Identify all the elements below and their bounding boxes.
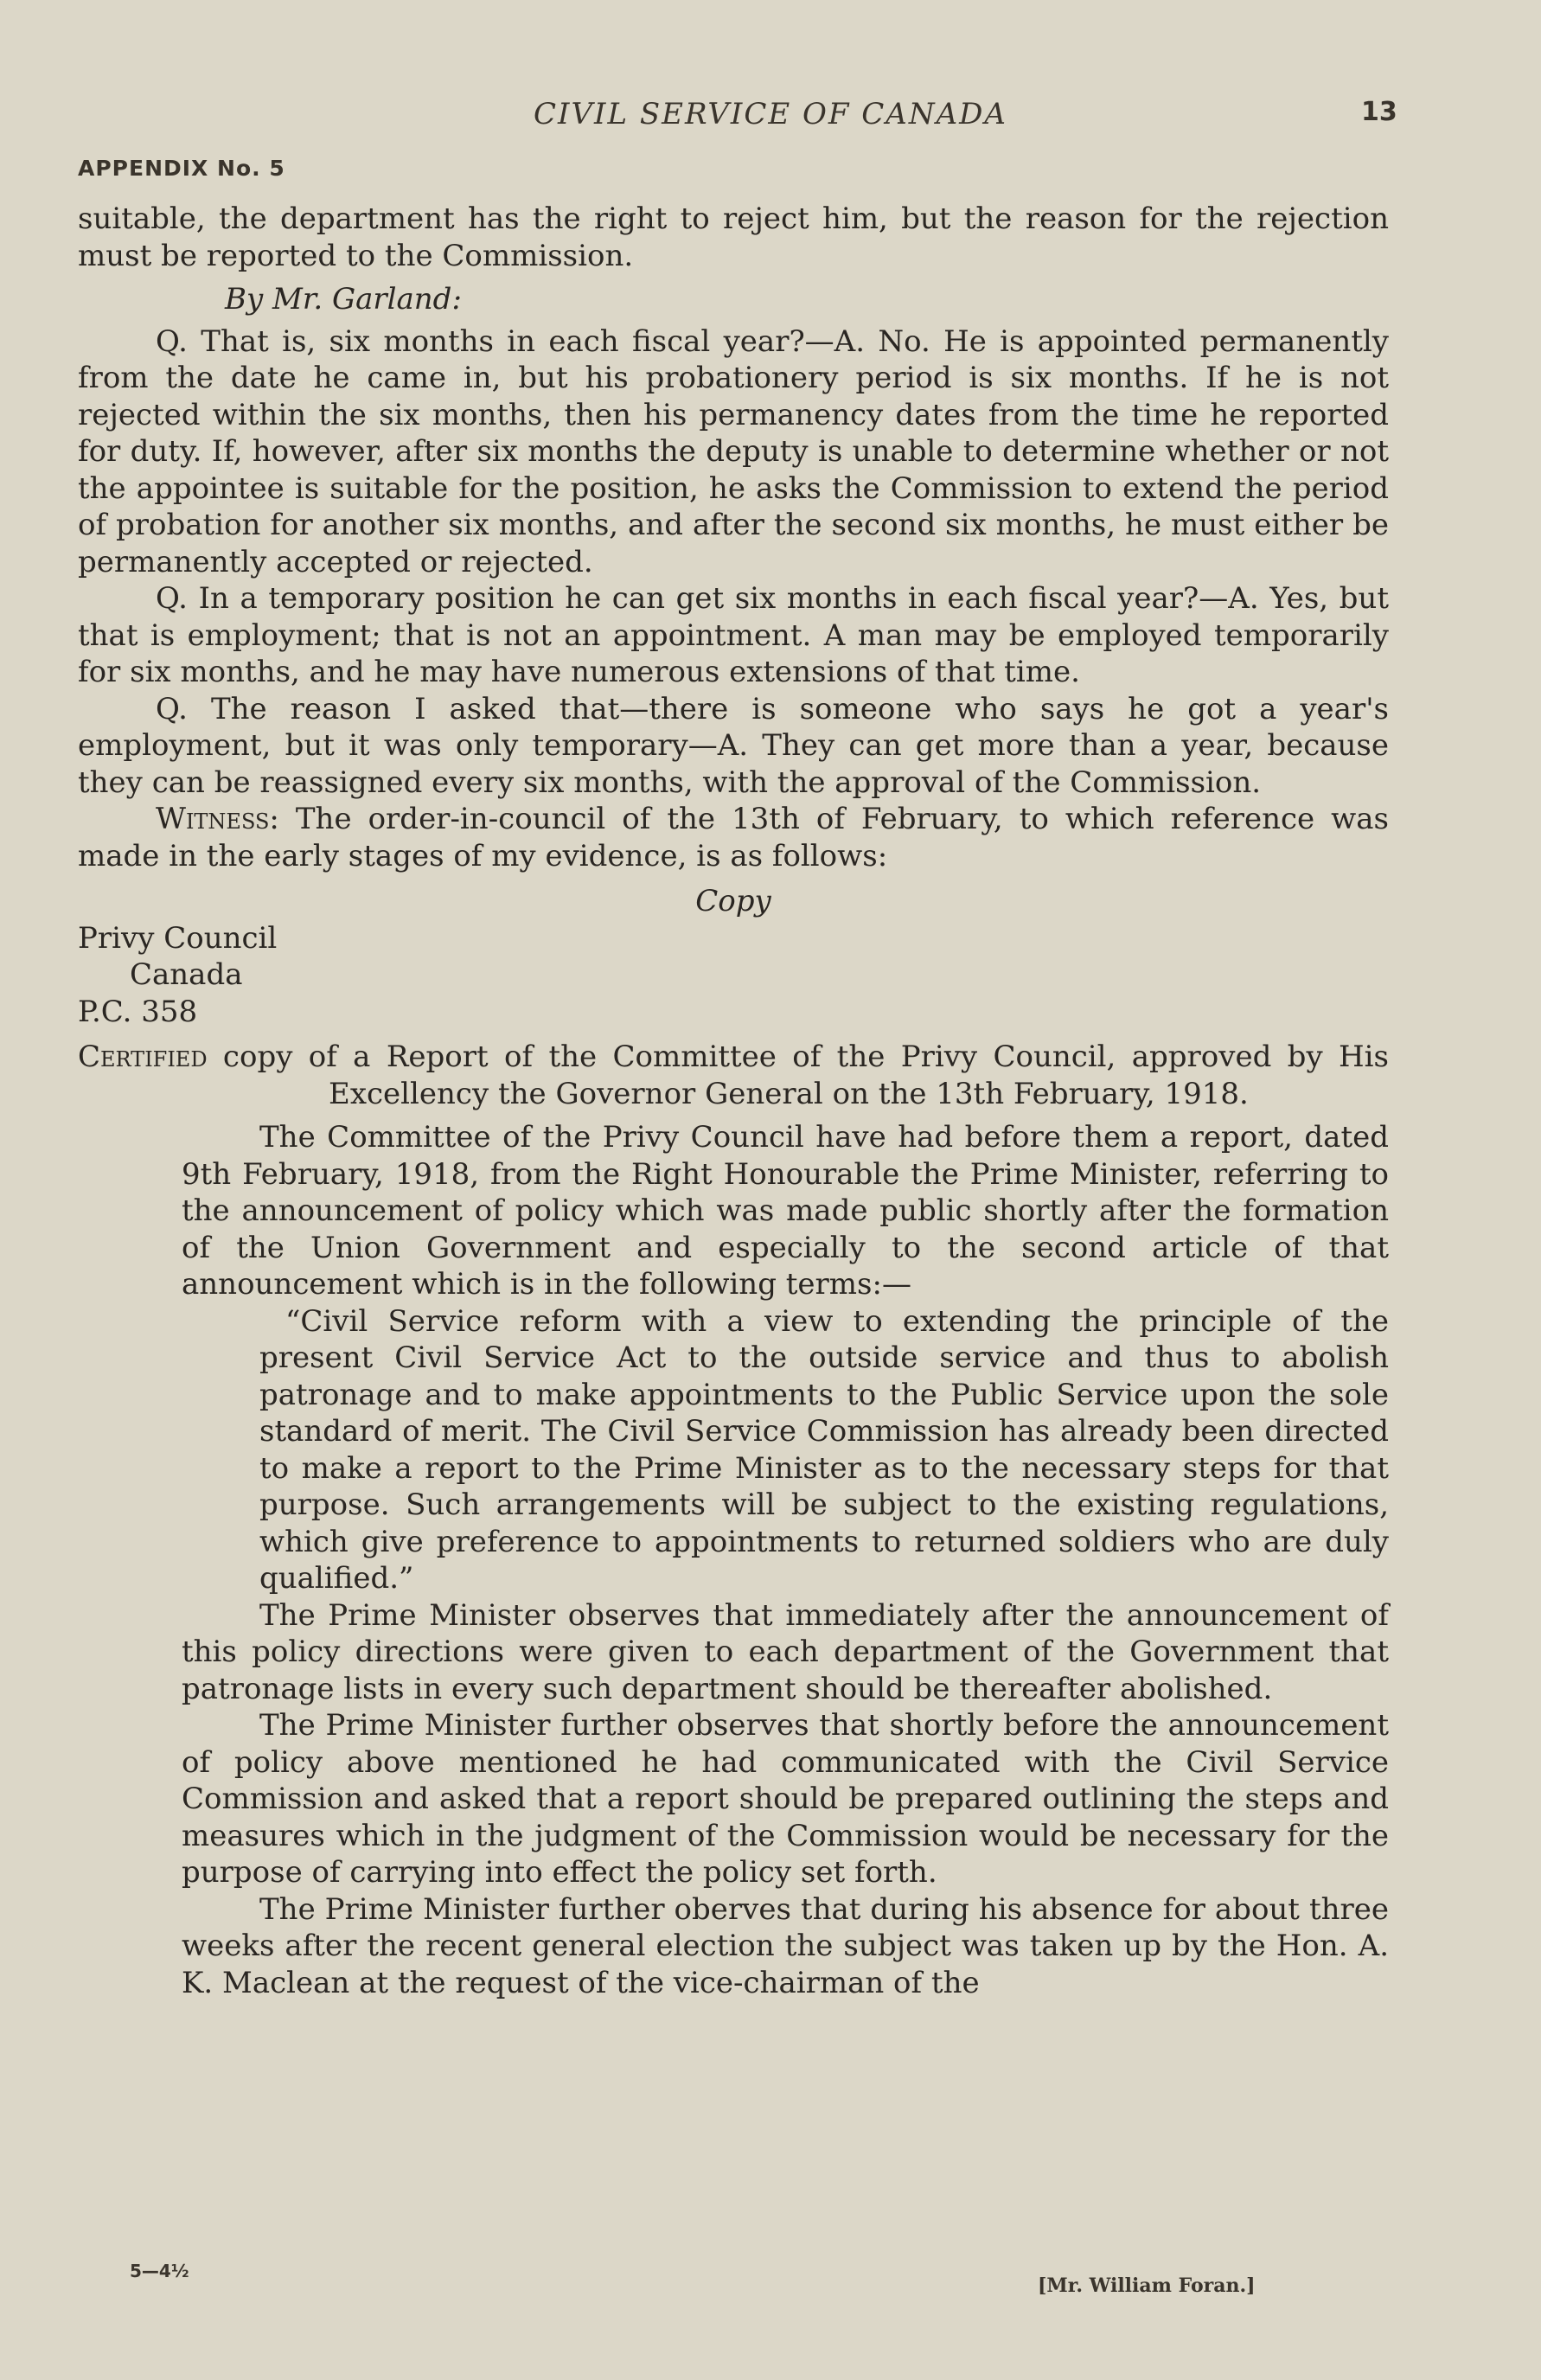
certified-paragraph [78, 1039, 1389, 1112]
copy-heading: Copy [695, 884, 771, 918]
signature-mark: 5—4½ [130, 2261, 189, 2281]
byline: By Mr. Garland: [225, 282, 462, 317]
body-text [78, 201, 1389, 2001]
appendix-label: APPENDIX No. 5 [78, 156, 285, 181]
report-paragraph-4: The Prime Minister further oberves that during his absence for about three weeks after the recent general election the subject was taken up by the Hon. A. K. Maclean at the request of the vice-chairman of the [182, 1891, 1389, 2000]
speaker-name: [Mr. William Foran.] [1038, 2274, 1256, 2297]
certified-label: Certified [78, 1040, 208, 1074]
question-1: Q. That is, six months in each fiscal year?—A. No. He is appointed permanently from the date he came in, but his probationery period is six months. If he is not rejected within the six months, then his permanency dates from the time he reported for duty. If, however, after six months the deputy is unable to determine whether or not the appointee is suitable for the position, he asks the Commission to extend the period of probation for another six months, and after the second six months, he must either be permanently accepted or rejected. [78, 323, 1389, 579]
page-number: 13 [1361, 97, 1397, 127]
witness-text: : The order-in-council of the 13th of February, to which reference was made in the early stages of my evidence, is as follows: [78, 802, 1389, 873]
canada-line: Canada [130, 957, 243, 992]
privy-council-line: Privy Council [78, 920, 278, 956]
report-paragraph-1: The Committee of the Privy Council have had before them a report, dated 9th February, 1918, from the Right Honourable the Prime Minister, referring to the announcement of policy which was made public shortly after the formation of the Union Government and especially to the second article of that announcement which is in the following terms:— [182, 1120, 1389, 1302]
certified-text: copy of a Report of the Committee of the Privy Council, approved by His Excellency the Governor General on the 13th February, 1918. [207, 1040, 1389, 1111]
witness-label: Witness [156, 802, 270, 836]
report-paragraph-2: The Prime Minister observes that immediately after the announcement of this policy directions were given to each department of the Government that patronage lists in every such department should be thereafter abolished. [182, 1597, 1389, 1706]
report-paragraph-3: The Prime Minister further observes that shortly before the announcement of policy above mentioned he had communicated with the Civil Service Commission and asked that a report should be prepared outlining the steps and measures which in the judgment of the Commission would be necessary for the purpose of carrying into effect the policy set forth. [182, 1708, 1389, 1890]
question-3: Q. The reason I asked that—there is someone who says he got a year's employment, but it was only temporary—A. They can get more than a year, because they can be reassigned every six months, with the approval of the Commission. [78, 691, 1389, 800]
paragraph: suitable, the department has the right to reject him, but the reason for the rejection must be reported to the Commission. [78, 202, 1389, 273]
question-2: Q. In a temporary position he can get six months in each fiscal year?—A. Yes, but that is employment; that is not an appointment. A man may be employed temporarily for six months, and he may have numerous extensions of that time. [78, 581, 1389, 689]
quoted-article: “Civil Service reform with a view to extending the principle of the present Civil Service Act to the outside service and thus to abolish patronage and to make appointments to the Public Service upon the sole standard of merit. The Civil Service Commission has already been directed to make a report to the Prime Minister as to the necessary steps for that purpose. Such arrangements will be subject to the existing regulations, which give preference to appointments to returned soldiers who are duly qualified.” [259, 1303, 1389, 1596]
running-title: CIVIL SERVICE OF CANADA [534, 97, 1007, 131]
witness-statement [78, 801, 1389, 874]
pc-number: P.C. 358 [78, 994, 198, 1029]
